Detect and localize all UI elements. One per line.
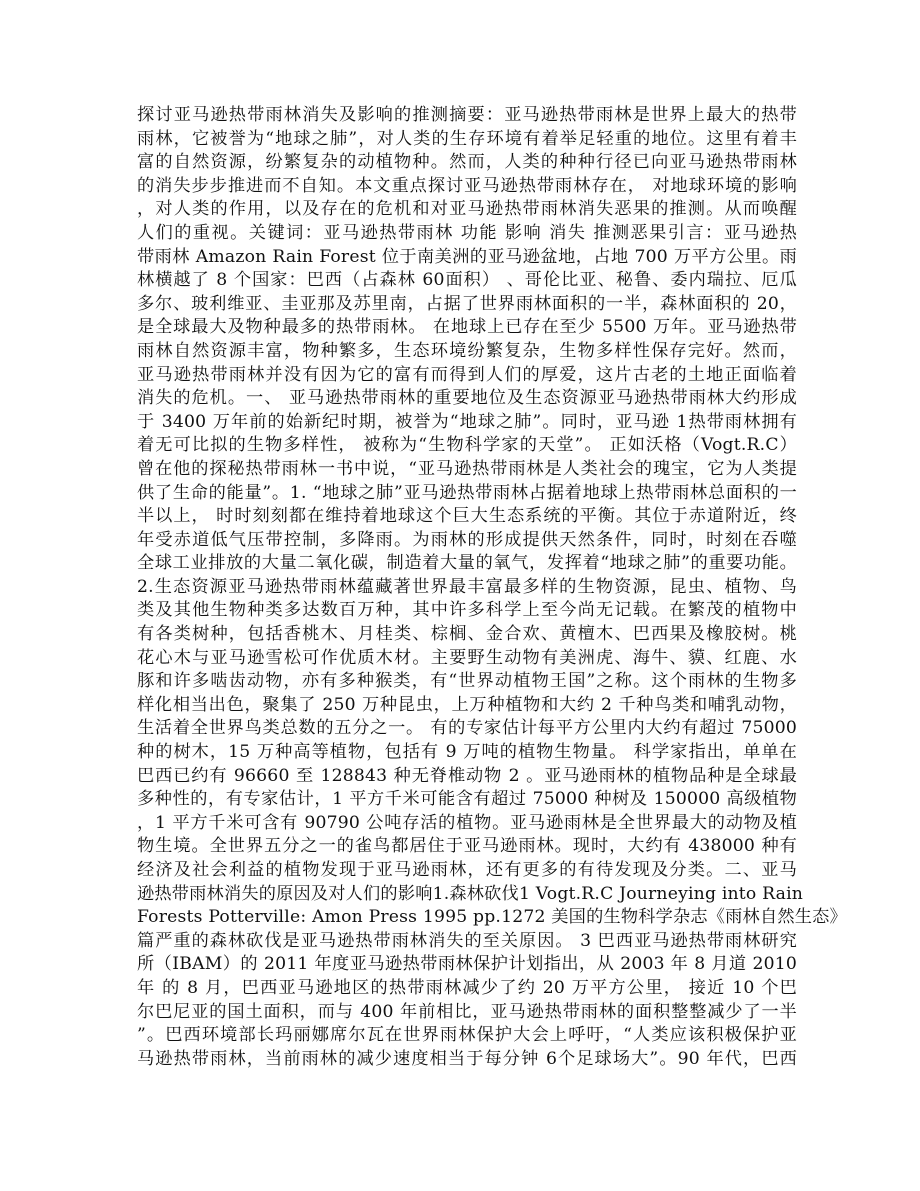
text-line: 物生境。全世界五分之一的雀鸟都居住于亚马逊雨林。现时，大约有 438000 种有	[137, 836, 797, 857]
text-line: 豚和许多啮齿动物，亦有多种猴类，有“世界动植物王国”之称。这个雨林的生物多	[137, 671, 797, 692]
text-line: 消失的危机。一、 亚马逊热带雨林的重要地位及生态资源亚马逊热带雨林大约形成	[137, 388, 797, 409]
text-line: 样化相当出色，聚集了 250 万种昆虫，上万种植物和大约 2 千种鸟类和哺乳动物，	[137, 694, 797, 715]
text-line: 年受赤道低气压带控制，多降雨。为雨林的形成提供天然条件，同时，时刻在吞噬	[137, 529, 797, 550]
text-line: 经济及社会利益的植物发现于亚马逊雨林，还有更多的有待发现及分类。二、亚马	[137, 860, 797, 880]
text-line: 供了生命的能量”。1. “地球之肺”亚马逊热带雨林占据着地球上热带雨林总面积的一	[137, 482, 797, 503]
text-line: ，1 平方千米可含有 90790 公吨存活的植物。亚马逊雨林是全世界最大的动物及植	[137, 812, 797, 833]
text-line: 2.生态资源亚马逊热带雨林蕴藏著世界最丰富最多样的生物资源，昆虫、植物、鸟	[137, 576, 797, 597]
text-line: 雨林自然资源丰富，物种繁多，生态环境纷繁复杂，生物多样性保存完好。然而，	[137, 340, 797, 361]
text-line: 所（IBAM）的 2011 年度亚马逊热带雨林保护计划指出，从 2003 年 8 月道 2010	[137, 954, 797, 975]
text-line: 富的自然资源，纷繁复杂的动植物种。然而，人类的种种行径已向亚马逊热带雨林	[137, 152, 797, 173]
text-line: 有各类树种，包括香桃木、月桂类、棕榈、金合欢、黄檀木、巴西果及橡胶树。桃	[137, 624, 797, 645]
text-line: 半以上， 时时刻刻都在维持着地球这个巨大生态系统的平衡。其位于赤道附近，终	[137, 506, 797, 527]
text-line: 类及其他生物种类多达数百万种，其中许多科学上至今尚无记载。在繁茂的植物中	[137, 600, 797, 621]
text-line: 曾在他的探秘热带雨林一书中说，“亚马逊热带雨林是人类社会的瑰宝，它为人类提	[137, 458, 797, 479]
text-line: 马逊热带雨林，当前雨林的减少速度相当于每分钟 6个足球场大”。90 年代，巴西	[137, 1048, 797, 1069]
text-line: 是全球最大及物种最多的热带雨林。 在地球上已存在至少 5500 万年。亚马逊热带	[137, 317, 797, 338]
text-line: ”。巴西环境部长玛丽娜席尔瓦在世界雨林保护大会上呼吁，“人类应该积极保护亚	[137, 1025, 797, 1046]
text-line: 雨林，它被誉为“地球之肺”，对人类的生存环境有着举足轻重的地位。这里有着丰	[137, 128, 797, 149]
body-text	[137, 104, 847, 1071]
text-line: Forests Potterville: Amon Press 1995 pp.1272 美国的生物科学杂志《雨林自然生态》	[137, 907, 847, 928]
text-line: 多尔、玻利维亚、圭亚那及苏里南，占据了世界雨林面积的一半，森林面积的 20，	[137, 293, 797, 314]
text-line: 的消失步步推进而不自知。本文重点探讨亚马逊热带雨林存在， 对地球环境的影响	[137, 175, 797, 196]
text-line: 亚马逊热带雨林并没有因为它的富有而得到人们的厚爱，这片古老的土地正面临着	[137, 364, 797, 385]
text-line: 人们的重视。关键词：亚马逊热带雨林 功能 影响 消失 推测恶果引言：亚马逊热	[137, 222, 797, 243]
text-line: 尔巴尼亚的国土面积，而与 400 年前相比，亚马逊热带雨林的面积整整减少了一半	[137, 1001, 797, 1022]
text-line: 年 的 8 月，巴西亚马逊地区的热带雨林减少了约 20 万平方公里， 接近 10 个巴	[137, 977, 797, 998]
text-line: 探讨亚马逊热带雨林消失及影响的推测摘要：亚马逊热带雨林是世界上最大的热带	[137, 105, 797, 125]
text-line: 种的树木，15 万种高等植物，包括有 9 万吨的植物生物量。 科学家指出，单单在	[137, 742, 797, 763]
text-line: ，对人类的作用，以及存在的危机和对亚马逊热带雨林消失恶果的推测。从而唤醒	[137, 199, 797, 220]
text-line: 于 3400 万年前的始新纪时期，被誉为“地球之肺”。同时，亚马逊 1热带雨林拥有	[137, 411, 797, 432]
text-line: 全球工业排放的大量二氧化碳，制造着大量的氧气，发挥着“地球之肺”的重要功能。	[137, 553, 797, 574]
text-line: 花心木与亚马逊雪松可作优质木材。主要野生动物有美洲虎、海牛、貘、红鹿、水	[137, 647, 797, 668]
text-line: 巴西已约有 96660 至 128843 种无脊椎动物 2 。亚马逊雨林的植物品种是全球最	[137, 765, 797, 786]
text-line: 逊热带雨林消失的原因及对人们的影响1.森林砍伐1 Vogt.R.C Journeying into Rain	[137, 883, 804, 904]
text-line: 林横越了 8 个国家：巴西（占森林 60面积） 、哥伦比亚、秘鲁、委内瑞拉、厄瓜	[137, 270, 797, 291]
text-line: 带雨林 Amazon Rain Forest 位于南美洲的亚马逊盆地，占地 700 万平方公里。雨	[137, 246, 797, 267]
text-line: 篇严重的森林砍伐是亚马逊热带雨林消失的至关原因。 3 巴西亚马逊热带雨林研究	[137, 930, 797, 951]
text-line: 多种性的，有专家估计，1 平方千米可能含有超过 75000 种树及 150000 高级植物	[137, 789, 797, 810]
text-line: 着无可比拟的生物多样性， 被称为“生物科学家的天堂”。 正如沃格（Vogt.R.C）	[137, 435, 797, 456]
text-line: 生活着全世界鸟类总数的五分之一。 有的专家估计每平方公里内大约有超过 75000	[137, 718, 797, 739]
